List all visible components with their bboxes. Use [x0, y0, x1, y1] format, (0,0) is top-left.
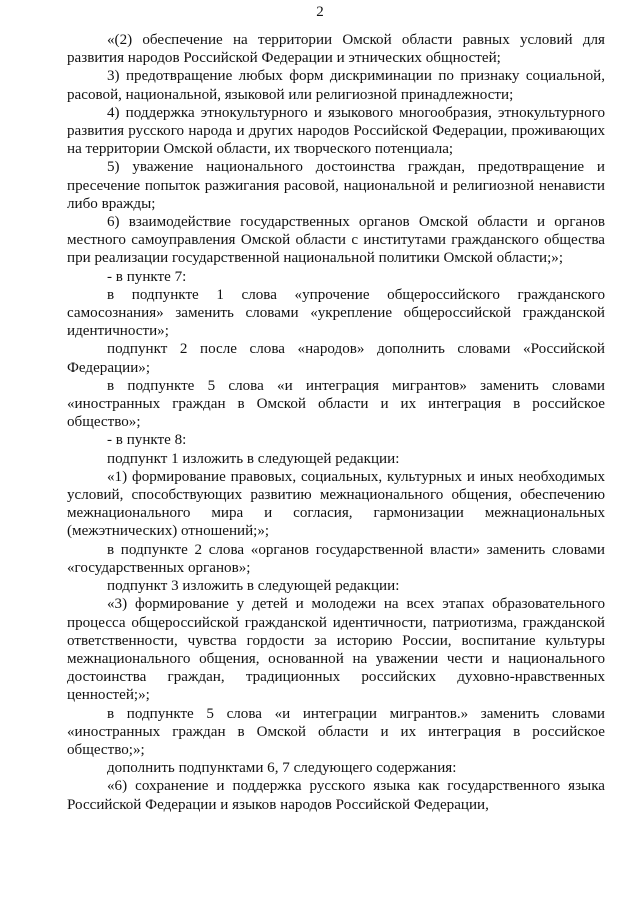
paragraph: подпункт 2 после слова «народов» дополнить словами «Российской Федерации»; [67, 341, 605, 376]
paragraph: «1) формирование правовых, социальных, культурных и иных необходимых условий, способствующих развитию межнационального общения, обеспечению межнационального мира и согласия, гармонизации межнациональных (межэтнических) отношений;»; [67, 468, 605, 540]
paragraph: - в пункте 7: [107, 268, 187, 285]
paragraph: в подпункте 5 слова «и интеграция мигрантов» заменить словами «иностранных граждан в Омской области и их интеграция в российское общество»; [67, 377, 605, 431]
document-body [67, 31, 605, 814]
paragraph: 5) уважение национального достоинства граждан, предотвращение и пресечение попыток разжигания расовой, национальной и религиозной ненависти либо вражды; [67, 159, 605, 212]
paragraph: в подпункте 2 слова «органов государственной власти» заменить словами «государственных органов»; [67, 541, 605, 576]
paragraph: подпункт 3 изложить в следующей редакции: [107, 578, 400, 595]
paragraph: подпункт 1 изложить в следующей редакции: [107, 450, 400, 467]
paragraph: в подпункте 5 слова «и интеграции мигрантов.» заменить словами «иностранных граждан в Омской области и их интеграция в российское общество;»; [67, 705, 605, 758]
paragraph: 6) взаимодействие государственных органов Омской области и органов местного самоуправления Омской области с институтами гражданского общества при реализации государственной национальной политики Омской области;»; [67, 214, 605, 267]
paragraph: - в пункте 8: [107, 432, 187, 449]
paragraph: 3) предотвращение любых форм дискриминации по признаку социальной, расовой, национальной, языковой или религиозной принадлежности; [67, 68, 605, 103]
paragraph: 4) поддержка этнокультурного и языкового многообразия, этнокультурного развития русского народа и других народов Российской Федерации, проживающих на территории Омской области, их творческого потенциала; [67, 104, 605, 158]
paragraph: «6) сохранение и поддержка русского языка как государственного языка Российской Федерации и языков народов Российской Федерации, [67, 778, 605, 813]
paragraph: «(2) обеспечение на территории Омской области равных условий для развития народов Российской Федерации и этнических общностей; [67, 32, 605, 67]
paragraph: дополнить подпунктами 6, 7 следующего содержания: [107, 760, 457, 777]
paragraph: «3) формирование у детей и молодежи на всех этапах образовательного процесса общероссийской гражданской идентичности, патриотизма, гражданской ответственности, чувства гордости за историю России, воспитание культуры межнационального общения, основанной на уважении чести и национального достоинства граждан, традиционных российских духовно-нравственных ценностей;»; [67, 596, 605, 704]
page-number: 2 [316, 4, 324, 20]
paragraph: в подпункте 1 слова «упрочение общероссийского гражданского самосознания» заменить словами «укрепление общероссийской гражданской идентичности»; [67, 286, 605, 340]
